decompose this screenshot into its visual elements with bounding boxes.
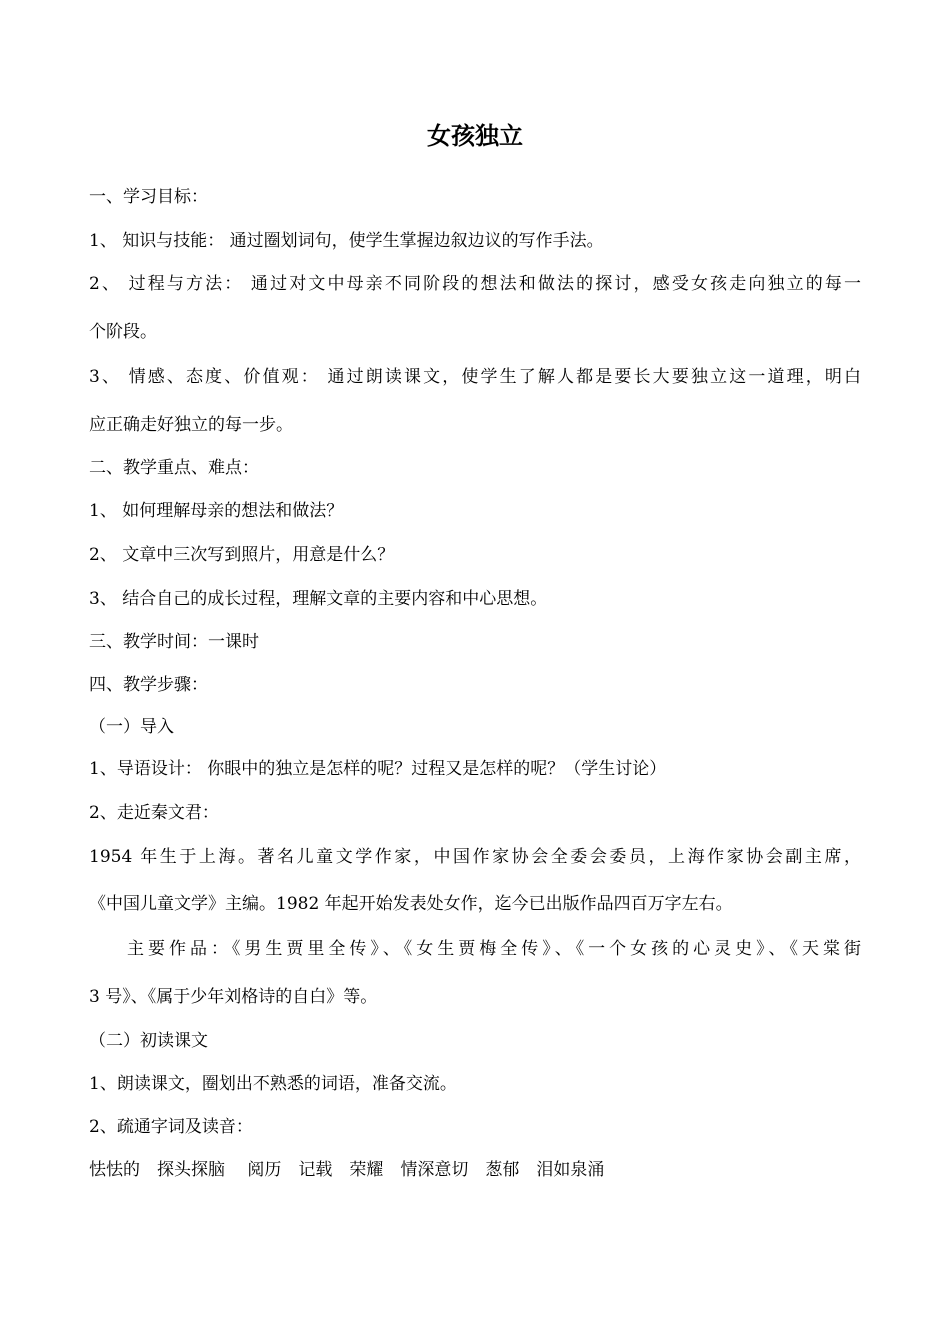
teaching-time: 三、教学时间：一课时 bbox=[89, 632, 259, 652]
goal-knowledge: 1、 知识与技能： 通过圈划词句，使学生掌握边叙边议的写作手法。 bbox=[89, 231, 604, 251]
document-title: 女孩独立 bbox=[427, 121, 523, 150]
intro-heading: （一）导入 bbox=[89, 717, 174, 737]
key-points-heading: 二、教学重点、难点： bbox=[89, 458, 259, 478]
first-read-step-2: 2、疏通字词及读音： bbox=[89, 1117, 253, 1137]
goal-process-line2: 个阶段。 bbox=[89, 322, 157, 342]
vocabulary-list: 怯怯的 探头探脑 阅历 记载 荣耀 情深意切 葱郁 泪如泉涌 bbox=[89, 1160, 605, 1180]
goal-process-line1: 2、 过程与方法： 通过对文中母亲不同阶段的想法和做法的探讨，感受女孩走向独立的每一 bbox=[89, 274, 861, 294]
key-point-3: 3、 结合自己的成长过程，理解文章的主要内容和中心思想。 bbox=[89, 589, 548, 609]
steps-heading: 四、教学步骤： bbox=[89, 675, 208, 695]
intro-step-2: 2、走近秦文君： bbox=[89, 803, 219, 823]
goal-emotion-line2: 应正确走好独立的每一步。 bbox=[89, 415, 293, 435]
author-bio-line2: 《中国儿童文学》主编。1982 年起开始发表处女作，迄今已出版作品四百万字左右。 bbox=[89, 894, 733, 914]
intro-step-1: 1、导语设计： 你眼中的独立是怎样的呢？过程又是怎样的呢？（学生讨论） bbox=[89, 759, 667, 779]
works-line1: 主要作品：《男生贾里全传》、《女生贾梅全传》、《一个女孩的心灵史》、《天棠街 bbox=[127, 939, 861, 959]
goal-emotion-line1: 3、 情感、态度、价值观： 通过朗读课文，使学生了解人都是要长大要独立这一道理，明白 bbox=[89, 367, 861, 387]
key-point-1: 1、 如何理解母亲的想法和做法？ bbox=[89, 501, 344, 521]
author-bio-line1: 1954 年生于上海。著名儿童文学作家，中国作家协会全委会委员，上海作家协会副主席， bbox=[89, 847, 861, 867]
key-point-2: 2、 文章中三次写到照片，用意是什么？ bbox=[89, 545, 395, 565]
first-read-step-1: 1、朗读课文，圈划出不熟悉的词语，准备交流。 bbox=[89, 1074, 457, 1094]
works-line2: 3 号》、《属于少年刘格诗的自白》等。 bbox=[89, 987, 378, 1007]
goals-heading: 一、学习目标： bbox=[89, 187, 208, 207]
first-read-heading: （二）初读课文 bbox=[89, 1031, 208, 1051]
